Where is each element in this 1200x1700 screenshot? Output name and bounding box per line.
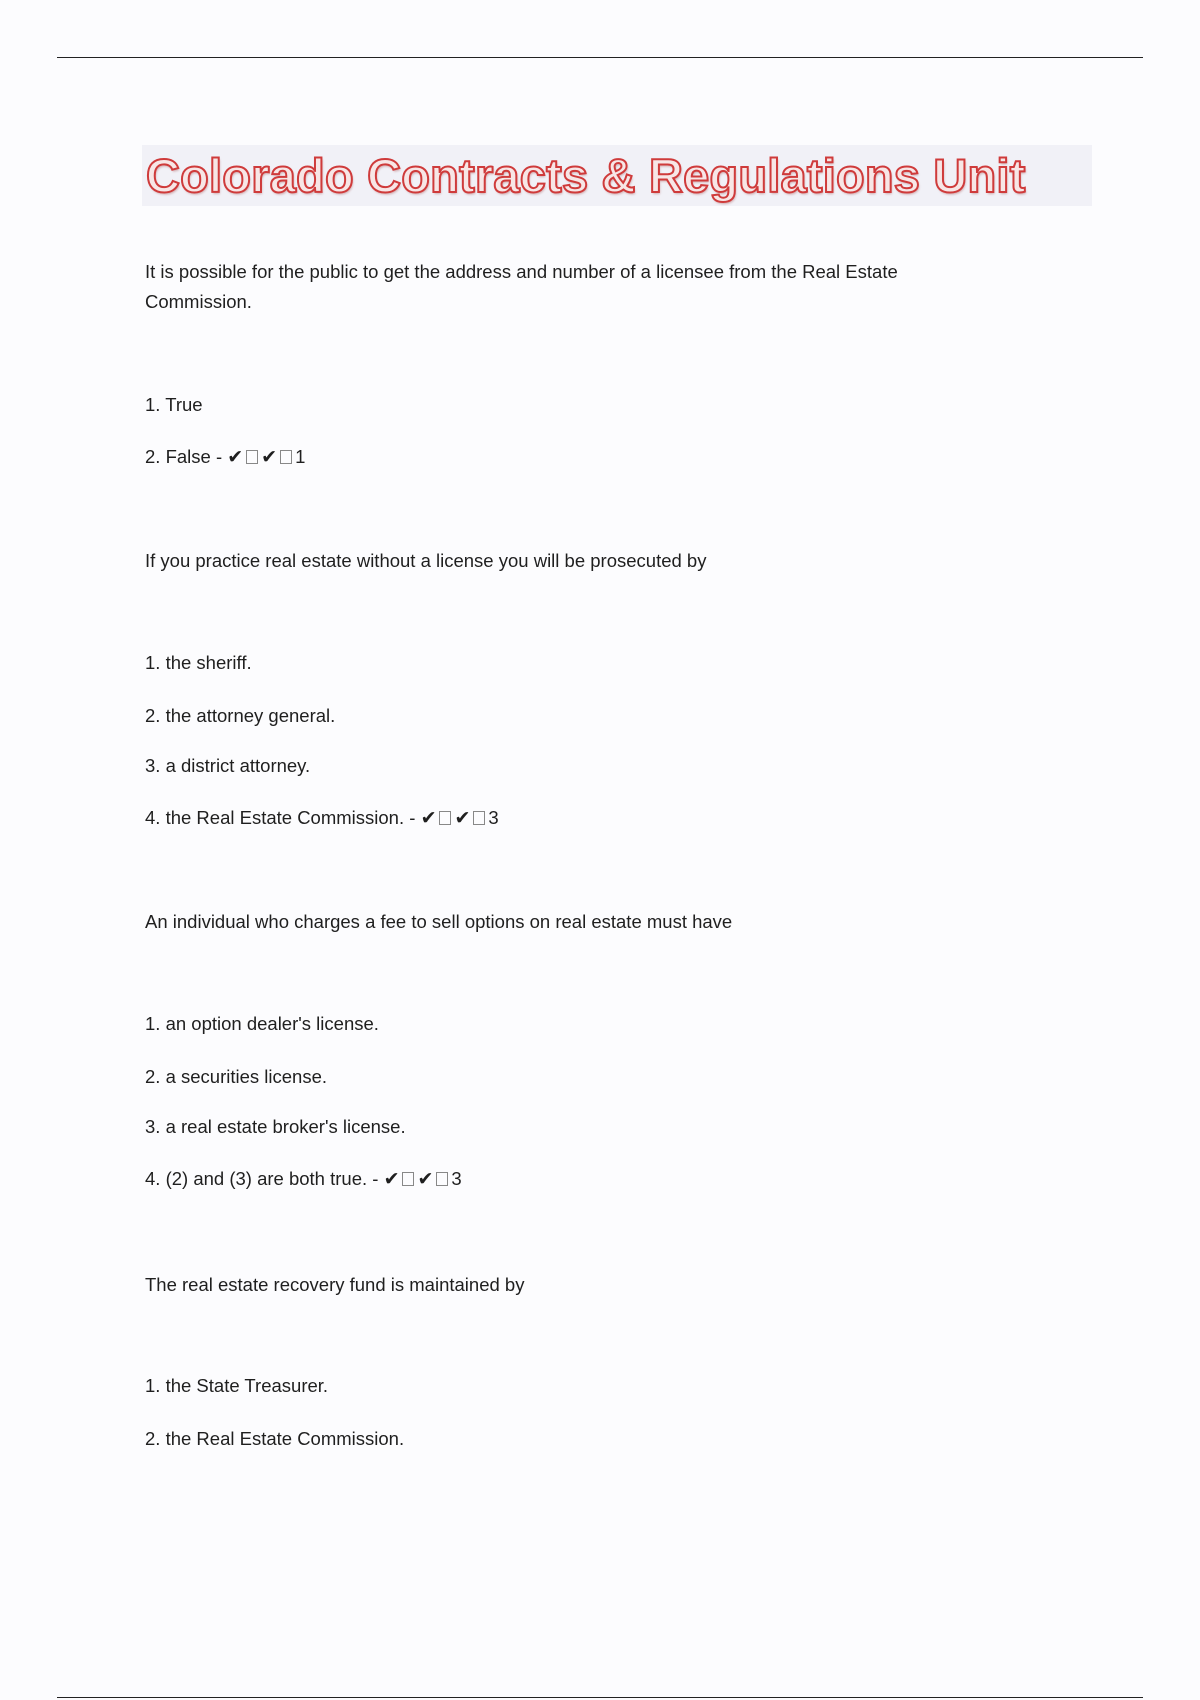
- answer-option-correct: [145, 1164, 462, 1195]
- box-icon: [246, 450, 258, 464]
- option-text: 4. (2) and (3) are both true. -: [145, 1168, 384, 1189]
- box-icon: [402, 1172, 414, 1186]
- box-icon: [280, 450, 292, 464]
- answer-option: 2. a securities license.: [145, 1066, 328, 1087]
- question-prompt: It is possible for the public to get the address and number of a licensee from the Real Estate Commission.: [145, 261, 898, 312]
- answer-option: 1. the sheriff.: [145, 652, 252, 673]
- footer-rule: [57, 1697, 1143, 1698]
- checkmark-icon: ✔: [420, 808, 438, 829]
- title-banner: [142, 145, 1092, 206]
- answer-option: 3. a district attorney.: [145, 755, 311, 776]
- answer-option-correct: [145, 442, 305, 473]
- checkmark-icon: ✔: [454, 808, 472, 829]
- answer-option: 1. an option dealer's license.: [145, 1013, 379, 1034]
- answer-number: 1: [295, 446, 306, 467]
- box-icon: [473, 811, 485, 825]
- option-text: 2. False -: [145, 446, 228, 467]
- box-icon: [436, 1172, 448, 1186]
- answer-option: 2. the attorney general.: [145, 705, 336, 726]
- answer-option: 3. a real estate broker's license.: [145, 1116, 406, 1137]
- answer-option-correct: [145, 803, 499, 834]
- checkmark-icon: ✔: [261, 447, 279, 468]
- question-prompt: The real estate recovery fund is maintained by: [145, 1274, 525, 1295]
- question-prompt: An individual who charges a fee to sell options on real estate must have: [145, 911, 733, 932]
- answer-number: 3: [488, 807, 499, 828]
- answer-option: 1. True: [145, 394, 203, 415]
- answer-option: 1. the State Treasurer.: [145, 1375, 329, 1396]
- option-text: 4. the Real Estate Commission. -: [145, 807, 421, 828]
- answer-number: 3: [451, 1168, 462, 1189]
- answer-option: 2. the Real Estate Commission.: [145, 1428, 405, 1449]
- header-rule: [57, 57, 1143, 58]
- document-title: Colorado Contracts & Regulations Unit: [146, 149, 1026, 202]
- question-prompt: If you practice real estate without a license you will be prosecuted by: [145, 550, 707, 571]
- checkmark-icon: ✔: [227, 447, 245, 468]
- box-icon: [439, 811, 451, 825]
- checkmark-icon: ✔: [383, 1169, 401, 1190]
- checkmark-icon: ✔: [417, 1169, 435, 1190]
